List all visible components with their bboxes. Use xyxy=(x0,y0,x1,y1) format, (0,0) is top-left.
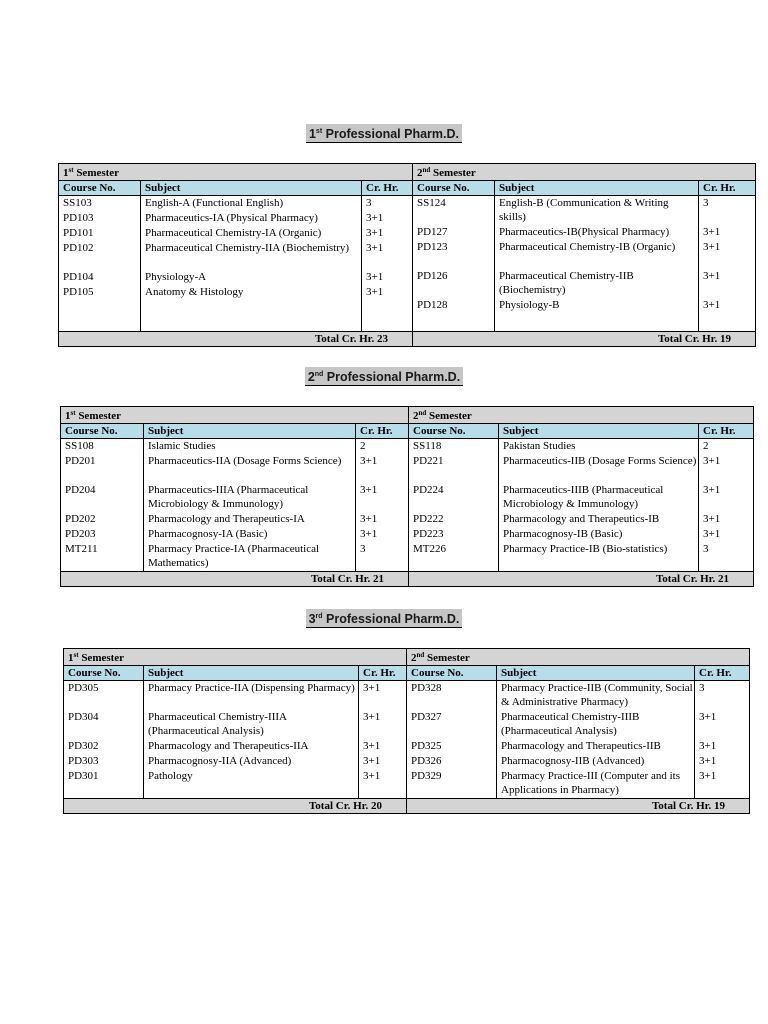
section-3-table xyxy=(63,648,750,814)
table-row: 3+1 xyxy=(703,226,721,238)
semester-1-label: 1st Semester xyxy=(59,164,413,181)
table-row: 2 xyxy=(360,440,366,452)
table-row: MT226 xyxy=(413,543,446,555)
table-row: Pharmaceutical Chemistry-IA (Organic) xyxy=(145,227,322,239)
table-row: MT211 xyxy=(65,543,98,555)
table-row: Pharmacognosy-IIA (Advanced) xyxy=(148,755,292,767)
table-row: PD326 xyxy=(411,755,442,767)
table-row: 3+1 xyxy=(363,755,381,767)
table-row: 3+1 xyxy=(360,484,378,496)
table-row: Pharmaceutical Chemistry-IIIA (Pharmaceutical Analysis) xyxy=(148,711,287,737)
header-course-no: Course No. xyxy=(59,181,141,196)
table-row: PD221 xyxy=(413,455,444,467)
table-row: Pharmacognosy-IA (Basic) xyxy=(148,528,268,540)
credits-left xyxy=(356,439,409,572)
table-row: SS103 xyxy=(63,197,92,209)
table-row: PD102 xyxy=(63,242,94,254)
table-row: Pharmaceutical Chemistry-IIA (Biochemistry) xyxy=(145,242,350,254)
table-row: Pharmaceutics-IIIA (Pharmaceutical Microbiology & Immunology) xyxy=(148,484,309,510)
table-row: 3+1 xyxy=(363,682,381,694)
table-row: PD126 xyxy=(417,270,448,282)
table-row: PD104 xyxy=(63,271,94,283)
header-course-no: Course No. xyxy=(407,666,497,681)
table-row: PD204 xyxy=(65,484,96,496)
table-row: SS108 xyxy=(65,440,94,452)
subjects-right xyxy=(495,196,699,332)
header-cr-hr: Cr. Hr. xyxy=(699,181,756,196)
table-row: English-A (Functional English) xyxy=(145,197,284,209)
table-row: Pharmacology and Therapeutics-IIB xyxy=(501,740,661,752)
table-row: 3+1 xyxy=(699,740,717,752)
table-row: SS118 xyxy=(413,440,442,452)
table-row: PD101 xyxy=(63,227,94,239)
semester-2-label: 2nd Semester xyxy=(409,407,754,424)
table-row: 3+1 xyxy=(363,770,381,782)
section-3-title: 3rd Professional Pharm.D. xyxy=(0,609,768,628)
header-course-no: Course No. xyxy=(64,666,144,681)
table-row: 3+1 xyxy=(366,271,384,283)
table-row: Pharmacology and Therapeutics-IA xyxy=(148,513,305,525)
credits-left xyxy=(359,681,407,799)
subjects-left xyxy=(144,681,359,799)
table-row: PD201 xyxy=(65,455,96,467)
header-subject: Subject xyxy=(497,666,695,681)
table-row: Pharmaceutics-IIIB (Pharmaceutical Microbiology & Immunology) xyxy=(503,484,664,510)
table-row: PD222 xyxy=(413,513,444,525)
subjects-left xyxy=(141,196,362,332)
semester-2-label: 2nd Semester xyxy=(413,164,756,181)
table-row: 3+1 xyxy=(360,455,378,467)
table-row: Pharmacology and Therapeutics-IB xyxy=(503,513,660,525)
header-subject: Subject xyxy=(495,181,699,196)
table-row: Pharmacy Practice-IIA (Dispensing Pharmacy) xyxy=(148,682,355,694)
table-row: Pharmaceutics-IIB (Dosage Forms Science) xyxy=(503,455,697,467)
header-subject: Subject xyxy=(144,666,359,681)
table-row: PD325 xyxy=(411,740,442,752)
table-row: 3 xyxy=(366,197,372,209)
table-row: Pharmaceutical Chemistry-IIIB (Pharmaceutical Analysis) xyxy=(501,711,640,737)
subjects-left xyxy=(144,439,356,572)
section-1-title: 1st Professional Pharm.D. xyxy=(0,124,768,143)
table-row: PD223 xyxy=(413,528,444,540)
table-row: Pharmaceutics-IB(Physical Pharmacy) xyxy=(499,226,670,238)
credits-left xyxy=(362,196,413,332)
header-cr-hr: Cr. Hr. xyxy=(359,666,407,681)
table-row: Pharmacognosy-IIB (Advanced) xyxy=(501,755,645,767)
table-row: Pharmaceutics-IIA (Dosage Forms Science) xyxy=(148,455,342,467)
credits-right xyxy=(699,196,756,332)
table-row: PD105 xyxy=(63,286,94,298)
table-row: Pharmacology and Therapeutics-IIA xyxy=(148,740,309,752)
course-codes-left xyxy=(59,196,141,332)
header-subject: Subject xyxy=(141,181,362,196)
table-row: PD328 xyxy=(411,682,442,694)
semester-1-label: 1st Semester xyxy=(61,407,409,424)
section-2-table xyxy=(60,406,754,587)
table-row: PD305 xyxy=(68,682,99,694)
header-course-no: Course No. xyxy=(409,424,499,439)
table-row: Pharmaceutical Chemistry-IIB (Biochemistry) xyxy=(499,270,634,296)
table-row: Pakistan Studies xyxy=(503,440,576,452)
table-row: PD127 xyxy=(417,226,448,238)
table-row: English-B (Communication & Writing skills) xyxy=(499,197,669,223)
table-row: 3+1 xyxy=(366,212,384,224)
table-row: 3+1 xyxy=(703,455,721,467)
table-row: PD304 xyxy=(68,711,99,723)
semester-1-label: 1st Semester xyxy=(64,649,407,666)
table-row: PD327 xyxy=(411,711,442,723)
header-cr-hr: Cr. Hr. xyxy=(356,424,409,439)
header-course-no: Course No. xyxy=(61,424,144,439)
subjects-right xyxy=(497,681,695,799)
course-codes-left xyxy=(64,681,144,799)
total-credits-right: Total Cr. Hr. 21 xyxy=(409,572,754,587)
total-credits-right: Total Cr. Hr. 19 xyxy=(413,332,756,347)
table-row: Pharmacy Practice-III (Computer and its Applications in Pharmacy) xyxy=(501,770,680,796)
table-row: 3+1 xyxy=(703,270,721,282)
course-codes-right xyxy=(407,681,497,799)
header-course-no: Course No. xyxy=(413,181,495,196)
semester-2-label: 2nd Semester xyxy=(407,649,750,666)
section-2-title: 2nd Professional Pharm.D. xyxy=(0,367,768,386)
total-credits-left: Total Cr. Hr. 21 xyxy=(61,572,409,587)
table-row: PD128 xyxy=(417,299,448,311)
table-row: 3+1 xyxy=(360,528,378,540)
credits-right xyxy=(699,439,754,572)
total-credits-right: Total Cr. Hr. 19 xyxy=(407,799,750,814)
table-row: 3+1 xyxy=(703,241,721,253)
header-cr-hr: Cr. Hr. xyxy=(695,666,750,681)
table-row: Pharmacy Practice-IA (Pharmaceutical Mathematics) xyxy=(148,543,320,569)
table-row: Physiology-A xyxy=(145,271,207,283)
table-row: 3+1 xyxy=(366,242,384,254)
table-row: 3+1 xyxy=(703,299,721,311)
table-row: Anatomy & Histology xyxy=(145,286,244,298)
table-row: PD224 xyxy=(413,484,444,496)
table-row: PD302 xyxy=(68,740,99,752)
section-1-table xyxy=(58,163,756,347)
table-row: 3+1 xyxy=(366,227,384,239)
table-row: 3+1 xyxy=(699,711,717,723)
table-row: 3+1 xyxy=(699,770,717,782)
table-row: PD329 xyxy=(411,770,442,782)
table-row: Pharmacy Practice-IB (Bio-statistics) xyxy=(503,543,668,555)
subjects-right xyxy=(499,439,699,572)
table-row: 2 xyxy=(703,440,709,452)
table-row: 3+1 xyxy=(360,513,378,525)
header-subject: Subject xyxy=(144,424,356,439)
table-row: 3 xyxy=(703,197,709,209)
table-row: Pathology xyxy=(148,770,193,782)
table-row: 3+1 xyxy=(363,740,381,752)
table-row: PD303 xyxy=(68,755,99,767)
table-row: PD202 xyxy=(65,513,96,525)
table-row: 3 xyxy=(360,543,366,555)
table-row: SS124 xyxy=(417,197,446,209)
table-row: 3+1 xyxy=(699,755,717,767)
table-row: Islamic Studies xyxy=(148,440,216,452)
table-row: Pharmaceutics-IA (Physical Pharmacy) xyxy=(145,212,318,224)
table-row: 3+1 xyxy=(366,286,384,298)
header-cr-hr: Cr. Hr. xyxy=(362,181,413,196)
header-cr-hr: Cr. Hr. xyxy=(699,424,754,439)
table-row: PD103 xyxy=(63,212,94,224)
table-row: 3+1 xyxy=(703,484,721,496)
table-row: 3 xyxy=(703,543,709,555)
table-row: PD301 xyxy=(68,770,99,782)
table-row: Pharmaceutical Chemistry-IB (Organic) xyxy=(499,241,676,253)
table-row: 3+1 xyxy=(363,711,381,723)
total-credits-left: Total Cr. Hr. 20 xyxy=(64,799,407,814)
table-row: Pharmacy Practice-IIB (Community, Social & Administrative Pharmacy) xyxy=(501,682,693,708)
table-row: 3+1 xyxy=(703,528,721,540)
credits-right xyxy=(695,681,750,799)
table-row: PD203 xyxy=(65,528,96,540)
table-row: Physiology-B xyxy=(499,299,560,311)
table-row: 3 xyxy=(699,682,705,694)
table-row: PD123 xyxy=(417,241,448,253)
table-row: 3+1 xyxy=(703,513,721,525)
table-row: Pharmacognosy-IB (Basic) xyxy=(503,528,623,540)
course-codes-right xyxy=(413,196,495,332)
total-credits-left: Total Cr. Hr. 23 xyxy=(59,332,413,347)
header-subject: Subject xyxy=(499,424,699,439)
course-codes-left xyxy=(61,439,144,572)
course-codes-right xyxy=(409,439,499,572)
